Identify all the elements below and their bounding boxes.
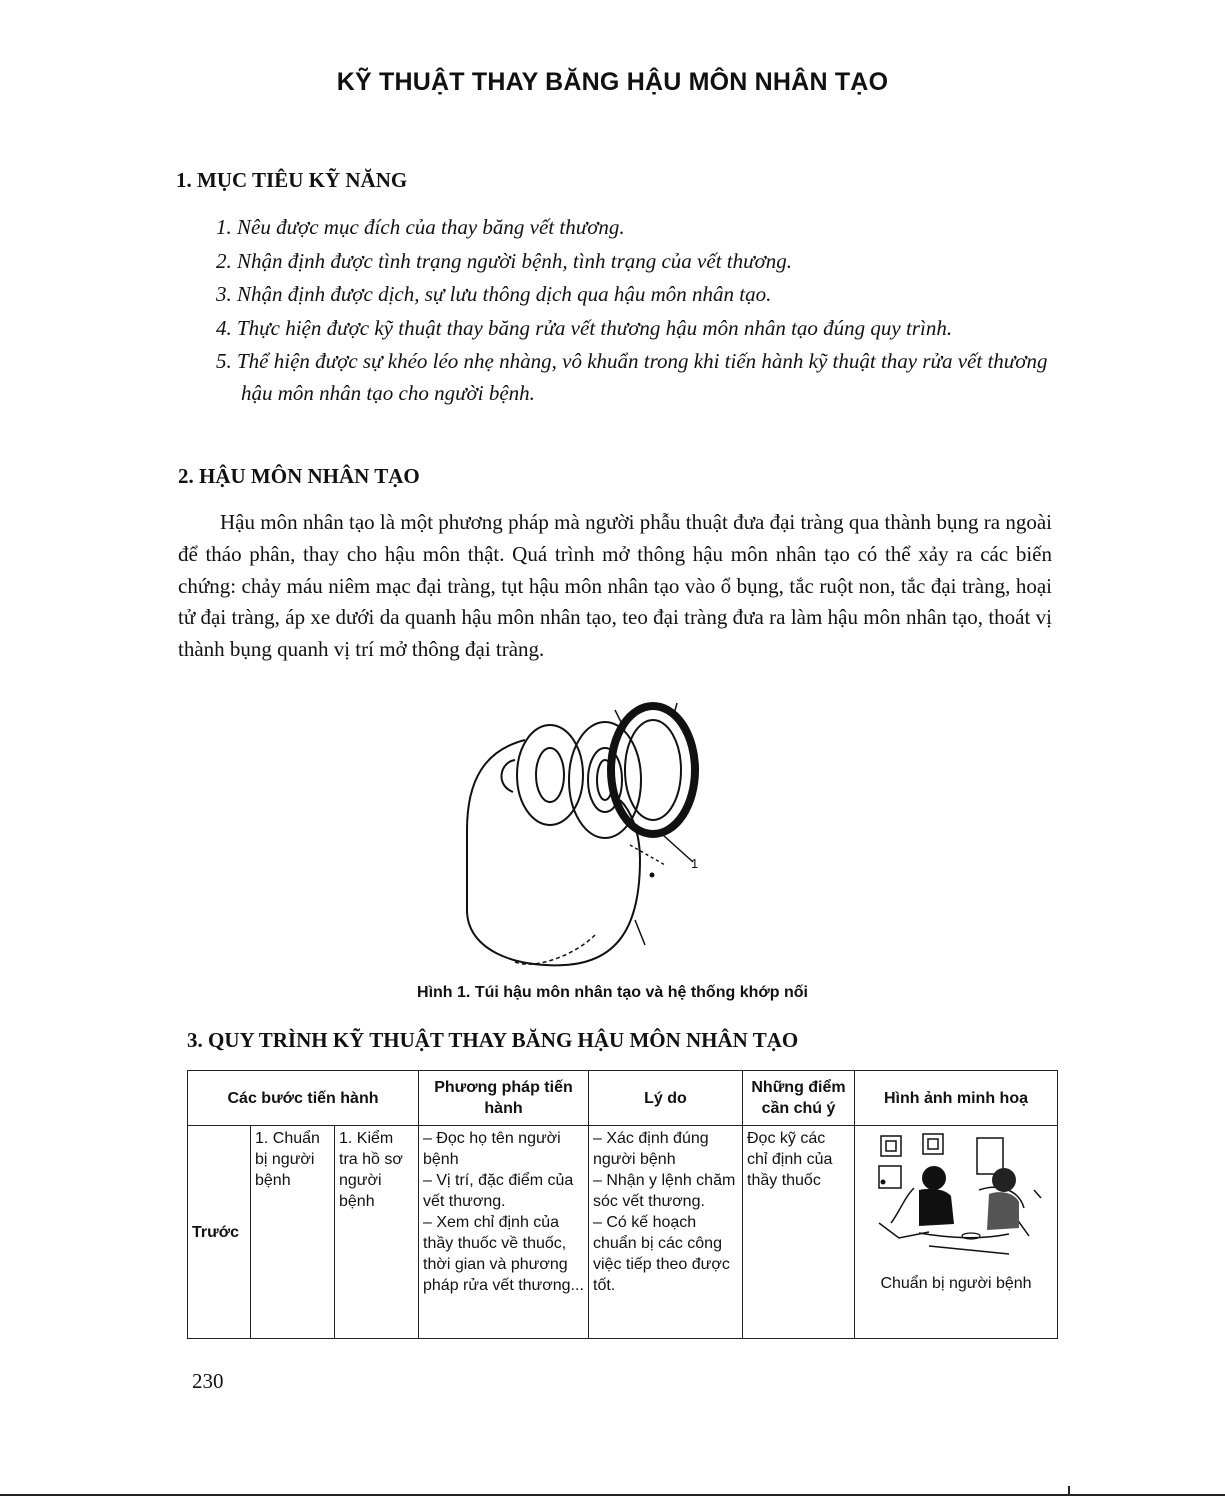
- table-header-row: [188, 1071, 1058, 1126]
- header-reason: Lý do: [589, 1071, 743, 1126]
- method-cell: [419, 1126, 589, 1339]
- objectives-list: [216, 212, 1051, 411]
- table-row: [188, 1126, 1058, 1339]
- method-line: – Xem chỉ định của thầy thuốc về thuốc, thời gian và phương pháp rửa vết thương...: [423, 1214, 584, 1294]
- section-2-heading: 2. HẬU MÔN NHÂN TẠO: [178, 464, 420, 488]
- reason-line: – Nhận y lệnh chăm sóc vết thương.: [593, 1172, 736, 1210]
- objective-item: 3. Nhận định được dịch, sự lưu thông dịch qua hậu môn nhân tạo.: [216, 282, 772, 306]
- header-illustration: Hình ảnh minh hoạ: [855, 1071, 1058, 1126]
- colostomy-paragraph: Hậu môn nhân tạo là một phương pháp mà người phẫu thuật đưa đại tràng qua thành bụng ra ngoài để tháo phân, thay cho hậu môn thật. Quá trình mở thông hậu môn nhân tạo có thể xảy ra các biến chứng: chảy máu niêm mạc đại tràng, tụt hậu môn nhân tạo vào ổ bụng, tắc ruột non, tắc đại tràng, hoại tử đại tràng, áp xe dưới da quanh hậu môn nhân tạo, teo đại tràng đưa ra làm hậu môn nhân tạo, thoát vị thành bụng quanh vị trí mở thông đại tràng.: [178, 510, 1052, 662]
- substep-cell: 1. Kiểm tra hồ sơ người bệnh: [335, 1126, 419, 1339]
- section-1-heading: 1. MỤC TIÊU KỸ NĂNG: [176, 168, 408, 192]
- illustration-cell: [855, 1126, 1058, 1339]
- section-3-heading: 3. QUY TRÌNH KỸ THUẬT THAY BĂNG HẬU MÔN NHÂN TẠO: [187, 1028, 799, 1052]
- illustration-caption: Chuẩn bị người bệnh: [880, 1275, 1032, 1292]
- method-line: – Đọc họ tên người bệnh: [423, 1130, 561, 1168]
- notes-cell: Đọc kỹ các chỉ định của thầy thuốc: [743, 1126, 855, 1339]
- method-line: – Vị trí, đặc điểm của vết thương.: [423, 1172, 574, 1210]
- colostomy-bag-figure: [455, 700, 715, 975]
- objective-item: 2. Nhận định được tình trạng người bệnh, tình trạng của vết thương.: [216, 248, 793, 273]
- reason-line: – Xác định đúng người bệnh: [593, 1130, 709, 1168]
- phase-cell: Trước: [188, 1126, 251, 1339]
- objective-item: 1. Nêu được mục đích của thay băng vết thương.: [216, 215, 625, 239]
- step-cell: 1. Chuẩn bị người bệnh: [251, 1126, 335, 1339]
- header-steps: Các bước tiến hành: [188, 1071, 419, 1126]
- patient-consultation-illustration: [859, 1128, 1049, 1263]
- colostomy-bag-drawing: [455, 700, 715, 975]
- scan-mark: [1068, 1486, 1070, 1496]
- reason-line: – Có kế hoạch chuẩn bị các công việc tiếp theo được tốt.: [593, 1214, 730, 1294]
- procedure-table: [187, 1070, 1058, 1339]
- header-method: Phương pháp tiến hành: [419, 1071, 589, 1126]
- header-notes: Những điểm cần chú ý: [743, 1071, 855, 1126]
- objective-item: 5. Thể hiện được sự khéo léo nhẹ nhàng, vô khuẩn trong khi tiến hành kỹ thuật thay rửa vết thương hậu môn nhân tạo cho người bệnh.: [216, 349, 1048, 405]
- page-number: 230: [192, 1369, 224, 1393]
- objective-item: 4. Thực hiện được kỹ thuật thay băng rửa vết thương hậu môn nhân tạo đúng quy trình.: [216, 315, 953, 340]
- bottom-rule: [0, 1494, 1225, 1496]
- figure-caption: Hình 1. Túi hậu môn nhân tạo và hệ thống khớp nối: [417, 984, 808, 1001]
- page-title: KỸ THUẬT THAY BĂNG HẬU MÔN NHÂN TẠO: [336, 68, 889, 96]
- reason-cell: [589, 1126, 743, 1339]
- figure-label-1: 1: [691, 856, 699, 871]
